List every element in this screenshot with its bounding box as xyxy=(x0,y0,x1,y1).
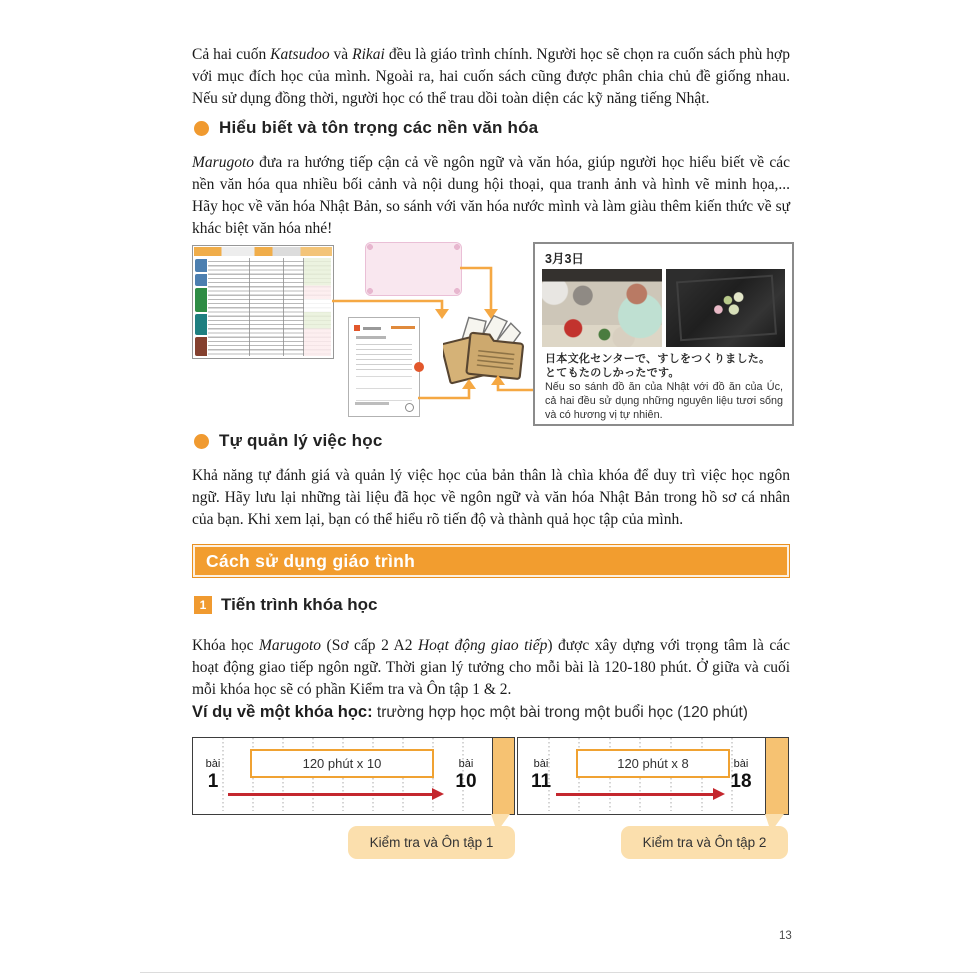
course-run: Khóa học xyxy=(192,637,260,654)
diary-photo-card xyxy=(533,242,794,426)
progress-arrow-2 xyxy=(556,793,714,796)
photo-making-sushi xyxy=(542,269,662,347)
diary-japanese-line1: 日本文化センターで、すしをつくりました。 xyxy=(545,353,771,365)
culture-paragraph xyxy=(192,152,790,240)
table-header-strip xyxy=(194,247,332,256)
table-tab-teal xyxy=(195,314,207,335)
orange-bullet-icon xyxy=(194,121,209,136)
section-number-badge: 1 xyxy=(194,596,212,614)
diary-date: 3月3日 xyxy=(545,252,584,266)
heading-self-manage xyxy=(194,431,382,451)
form-footer-line xyxy=(355,402,389,405)
lesson-start-1: bài 1 xyxy=(205,758,221,792)
course-title-katsudoo-vn: Hoạt động giao tiếp xyxy=(417,637,548,654)
intro-run: và xyxy=(329,46,353,63)
duration-box-1: 120 phút x 10 xyxy=(250,749,434,778)
page-edge-line xyxy=(140,972,977,973)
form-ruled-lines xyxy=(356,376,412,402)
page-number: 13 xyxy=(779,930,792,942)
self-manage-paragraph: Khả năng tự đánh giá và quản lý việc học của bản thân là chìa khóa để duy trì việc học ngôn ngữ. Hãy lưu lại những tài liệu đã học về ngôn ngữ và văn hóa Nhật Bản trong hồ sơ cá nhân của bạn. Khi xem lại, bạn có thể hiểu rõ tiến độ và thành quả học tập của mình. xyxy=(192,467,790,528)
self-check-form-thumbnail xyxy=(348,317,420,417)
form-orange-marker xyxy=(354,325,360,331)
intro-paragraph xyxy=(192,44,790,110)
progress-arrow-1 xyxy=(228,793,433,796)
book-title-marugoto: Marugoto xyxy=(192,154,254,171)
example-description: trường hợp học một bài trong một buổi học (120 phút) xyxy=(372,704,748,721)
lesson-end-10: bài 10 xyxy=(455,758,477,792)
page-content xyxy=(192,0,790,977)
book-title-rikai: Rikai xyxy=(352,46,385,63)
example-label: Ví dụ về một khóa học: xyxy=(192,703,373,721)
course-run: (Sơ cấp 2 A2 xyxy=(321,637,418,654)
intro-run: đều là giáo trình chính. Người học sẽ chọn ra cuốn sách phù hợp với mục đích học của mình. Ngoài ra, hai cuốn sách cũng được phân chia chủ đề giống nhau. Nếu sử dụng đồng thời, người học có thể trau dồi toàn diện các kỹ năng tiếng Nhật. xyxy=(192,46,790,107)
table-column-line xyxy=(249,258,250,356)
usage-section-banner xyxy=(192,544,790,578)
table-tab-brown xyxy=(195,337,207,356)
diary-japanese-line2: とてもたのしかったです。 xyxy=(545,367,680,379)
tray-outline xyxy=(676,275,777,342)
form-text-block xyxy=(356,344,412,370)
table-tab-blue xyxy=(195,274,207,286)
heading-course-progress-title: Tiến trình khóa học xyxy=(221,595,378,614)
course-title-marugoto: Marugoto xyxy=(259,637,322,654)
table-tab-blue xyxy=(195,259,207,272)
orange-bullet-icon xyxy=(194,434,209,449)
form-orange-badge xyxy=(414,362,424,372)
course-schedule-thumbnail xyxy=(192,245,334,359)
table-column-line xyxy=(283,258,284,356)
review-callout-1: Kiểm tra và Ôn tập 1 xyxy=(348,826,515,859)
table-tab-green xyxy=(195,288,207,312)
course-paragraph xyxy=(192,635,790,701)
culture-run: đưa ra hướng tiếp cận cả về ngôn ngữ và văn hóa, giúp người học hiểu biết về các nền văn hóa qua nhiều bối cảnh và nội dung hội thoại, qua tranh ảnh và hình vẽ minh họa,... Hãy học về văn hóa Nhật Bản, so sánh với văn hóa nước mình và làm giàu thêm kiến thức về sự khác biệt văn hóa nhé! xyxy=(192,154,790,237)
course-run: ) được xây dựng với trọng tâm là các hoạt động giao tiếp ngôn ngữ. Thời gian lý tưởng cho mỗi bài là 120-180 phút. Ở giữa và cuối mỗi khóa học sẽ có phần Kiểm tra và Ôn tập 1 & 2. xyxy=(192,637,790,698)
review-callout-2: Kiểm tra và Ôn tập 2 xyxy=(621,826,788,859)
book-title-katsudoo: Katsudoo xyxy=(270,46,330,63)
diary-vietnamese-note: Nếu so sánh đồ ăn của Nhật với đồ ăn của Úc, cả hai đều sử dụng những nguyên liệu tươi sống và có hương vị tự nhiên. xyxy=(545,381,783,421)
lesson-end-18: bài 18 xyxy=(730,758,752,792)
form-title-line xyxy=(363,327,381,330)
portfolio-illustration xyxy=(192,240,790,425)
heading-course-progress xyxy=(194,595,377,615)
form-footer-circle xyxy=(405,403,414,412)
duration-box-2: 120 phút x 8 xyxy=(576,749,730,778)
table-tinted-column xyxy=(304,258,331,356)
lesson-start-11: bài 11 xyxy=(530,758,552,792)
heading-self-manage-title: Tự quản lý việc học xyxy=(219,431,383,450)
intro-run: Cả hai cuốn xyxy=(192,46,271,63)
form-subtitle-line xyxy=(356,336,386,339)
pink-note-card xyxy=(365,242,462,296)
usage-banner-title: Cách sử dụng giáo trình xyxy=(206,551,416,571)
table-rows xyxy=(208,258,331,356)
course-flow-diagram xyxy=(192,737,790,872)
form-header-accent xyxy=(391,326,415,329)
heading-culture xyxy=(194,118,538,138)
photo-sushi-tray xyxy=(666,269,785,347)
course-example-line xyxy=(192,703,790,722)
heading-culture-title: Hiểu biết và tôn trọng các nền văn hóa xyxy=(219,118,539,137)
portfolio-folder-icon xyxy=(443,310,529,390)
